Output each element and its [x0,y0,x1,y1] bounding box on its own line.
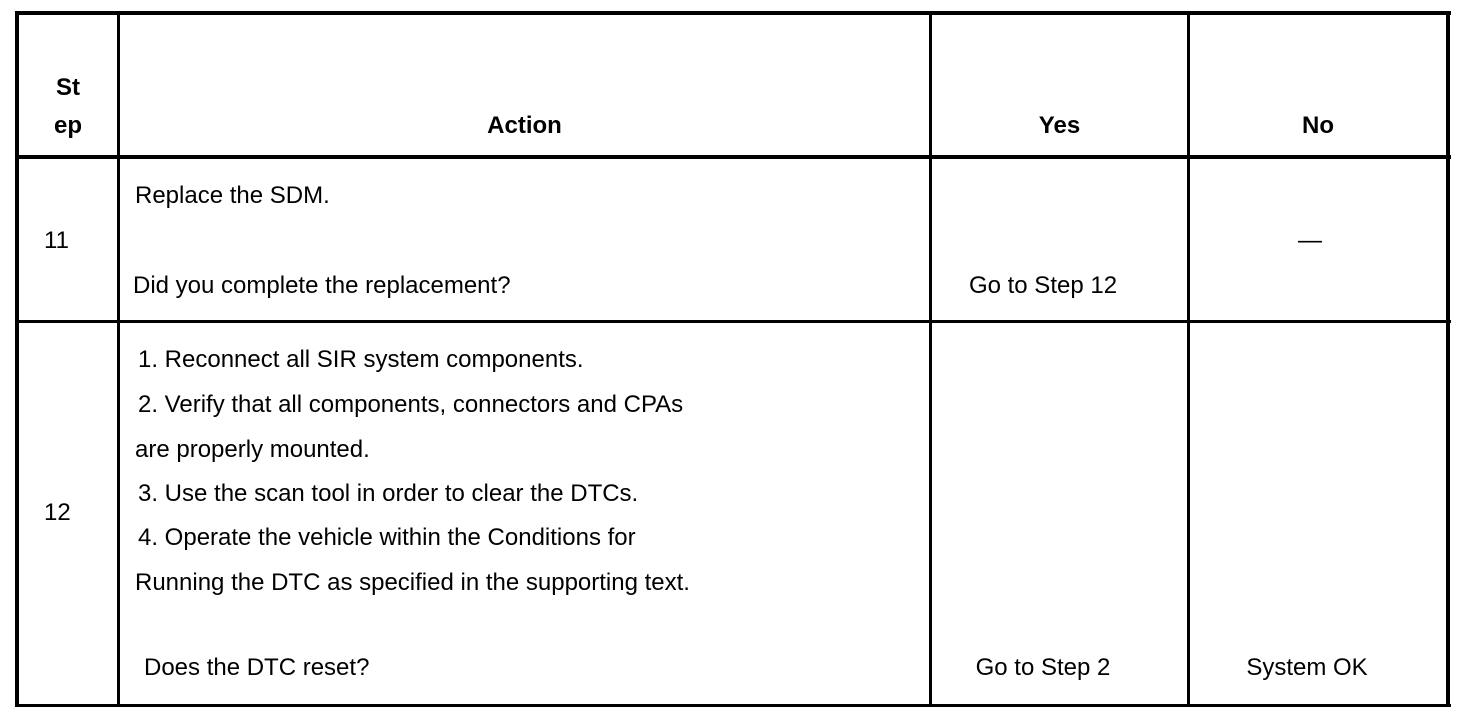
header-divider [15,155,1451,159]
action-line: 1. Reconnect all SIR system components. [138,346,584,373]
step-number: 11 [44,227,69,254]
header-step-line1: St [56,74,80,101]
header-action: Action [487,112,562,139]
step-number: 12 [44,499,71,526]
action-line: Running the DTC as specified in the supporting text. [135,569,690,596]
action-line: Replace the SDM. [135,182,330,209]
no-cell: — [1298,227,1322,254]
header-yes: Yes [1038,112,1081,139]
table-border-bottom [15,704,1451,707]
action-line: 3. Use the scan tool in order to clear the DTCs. [138,480,639,507]
table-border-top [15,11,1451,15]
action-line: are properly mounted. [135,436,370,463]
yes-cell: Go to Step 12 [968,272,1118,299]
action-question: Does the DTC reset? [144,654,370,681]
header-step-line2: ep [53,112,82,139]
table-border-right [1446,11,1450,707]
header-no: No [1302,112,1334,139]
action-line: 4. Operate the vehicle within the Conditions for [138,524,636,551]
row-divider [15,320,1451,323]
yes-cell: Go to Step 2 [975,654,1111,681]
action-question: Did you complete the replacement? [133,272,511,299]
no-cell: System OK [1246,654,1368,681]
action-line: 2. Verify that all components, connectors and CPAs [138,391,684,418]
